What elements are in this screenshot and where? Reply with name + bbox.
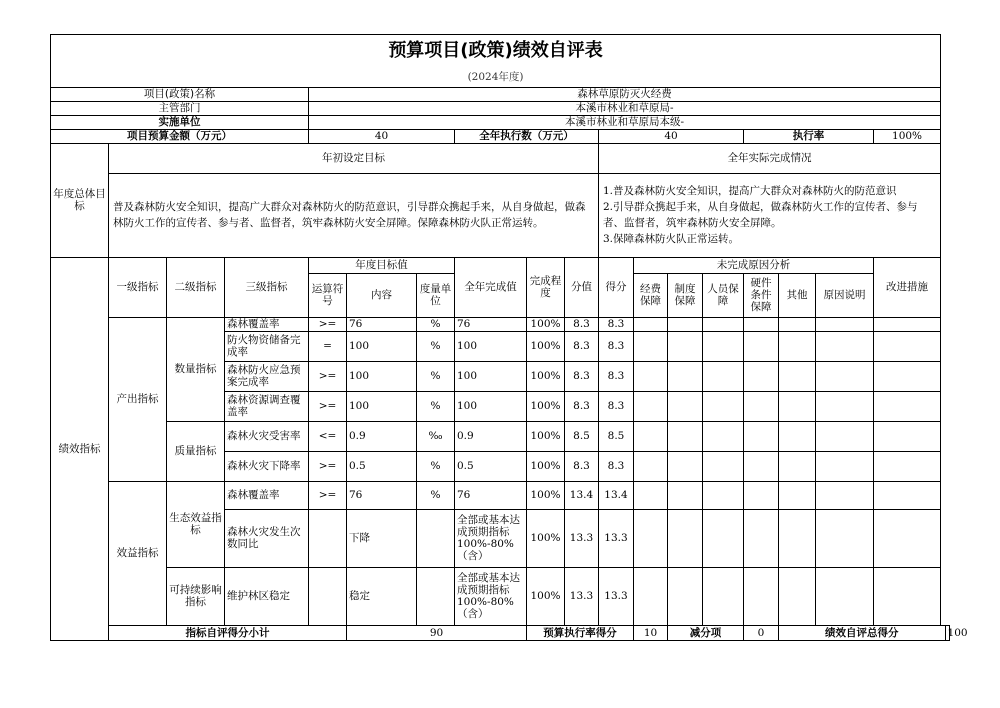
reason-note-header: 原因说明 (816, 273, 874, 317)
page-title: 预算项目(政策)绩效自评表 (51, 35, 941, 67)
indicator-content: 100 (347, 391, 417, 421)
budget-rate-label: 预算执行率得分 (527, 625, 634, 640)
department-value: 本溪市林业和草原局- (309, 101, 941, 115)
total-value: 100 (945, 625, 949, 640)
indicator-operator: >= (309, 317, 347, 331)
operator-header: 运算符号 (309, 273, 347, 317)
indicator-operator (309, 509, 347, 567)
subtotal-value: 90 (347, 625, 527, 640)
indicator-score: 8.3 (599, 317, 634, 331)
content-header: 内容 (347, 273, 417, 317)
table-row (51, 567, 950, 625)
completion-header: 完成程度 (527, 257, 565, 317)
exec-rate-value: 100% (874, 129, 941, 143)
indicator-content: 100 (347, 331, 417, 361)
group-output: 产出指标 (109, 317, 167, 481)
indicator-score: 8.3 (599, 451, 634, 481)
indicator-score: 13.3 (599, 509, 634, 567)
indicator-done: 100 (455, 361, 527, 391)
indicator-name: 森林防火应急预案完成率 (225, 361, 309, 391)
reason-staff-header: 人员保障 (703, 273, 744, 317)
reason-analysis-header: 未完成原因分析 (634, 257, 874, 273)
group-quality: 质量指标 (167, 421, 225, 481)
indicator-operator: <= (309, 421, 347, 451)
indicator-unit: % (417, 391, 455, 421)
actual-done-text (599, 173, 941, 257)
unit-measure-header: 度量单位 (417, 273, 455, 317)
deduct-value: 0 (744, 625, 779, 640)
evaluation-table (50, 34, 968, 641)
indicator-rate: 100% (527, 361, 565, 391)
indicator-unit: % (417, 317, 455, 331)
indicator-done: 100 (455, 391, 527, 421)
indicator-name: 森林火灾下降率 (225, 451, 309, 481)
indicator-content: 100 (347, 361, 417, 391)
initial-goal-header: 年初设定目标 (109, 143, 599, 173)
indicator-value: 8.3 (565, 391, 599, 421)
indicator-name: 森林覆盖率 (225, 481, 309, 509)
indicator-content: 0.5 (347, 451, 417, 481)
indicator-score: 8.3 (599, 331, 634, 361)
project-name-value: 森林草原防灭火经费 (309, 87, 941, 101)
annual-exec-value: 40 (599, 129, 744, 143)
indicator-operator: >= (309, 361, 347, 391)
exec-rate-label: 执行率 (744, 129, 874, 143)
indicator-rate: 100% (527, 331, 565, 361)
unit-label: 实施单位 (51, 115, 309, 129)
group-quantity: 数量指标 (167, 317, 225, 421)
level2-header: 二级指标 (167, 257, 225, 317)
project-name-label: 项目(政策)名称 (51, 87, 309, 101)
reason-hardware-header: 硬件条件保障 (744, 273, 779, 317)
indicator-score: 13.3 (599, 567, 634, 625)
indicator-unit: % (417, 451, 455, 481)
indicator-value: 13.3 (565, 509, 599, 567)
indicator-operator (309, 567, 347, 625)
evaluation-form (50, 34, 968, 641)
actual-done-header: 全年实际完成情况 (599, 143, 941, 173)
reason-system-header: 制度保障 (668, 273, 703, 317)
indicator-operator: >= (309, 481, 347, 509)
overall-goal-label: 年度总体目标 (51, 143, 109, 257)
unit-value: 本溪市林业和草原局本级- (309, 115, 941, 129)
indicator-operator: >= (309, 391, 347, 421)
group-sustain: 可持续影响指标 (167, 567, 225, 625)
actual-done-item: 1.普及森林防火安全知识，提高广大群众对森林防火的防范意识 (603, 185, 897, 197)
indicator-unit: ‰ (417, 421, 455, 451)
indicator-name: 森林火灾发生次数同比 (225, 509, 309, 567)
level3-header: 三级指标 (225, 257, 309, 317)
indicator-content: 稳定 (347, 567, 417, 625)
table-row (51, 317, 950, 331)
actual-done-item: 2.引导群众携起手来，从自身做起，做森林防火工作的宣传者、参与者、监督者，筑牢森林防火安全屏障。 (603, 201, 918, 229)
indicator-done: 76 (455, 481, 527, 509)
indicator-done: 76 (455, 317, 527, 331)
score-value-header: 分值 (565, 257, 599, 317)
indicator-content: 76 (347, 317, 417, 331)
indicator-unit: % (417, 361, 455, 391)
deduct-label: 减分项 (668, 625, 744, 640)
year-subtitle: (2024年度) (51, 67, 941, 88)
indicator-unit (417, 509, 455, 567)
indicator-value: 8.3 (565, 451, 599, 481)
indicator-name: 森林覆盖率 (225, 317, 309, 331)
indicator-name: 防火物资储备完成率 (225, 331, 309, 361)
indicator-done: 100 (455, 331, 527, 361)
indicator-value: 8.3 (565, 361, 599, 391)
indicator-score: 8.3 (599, 391, 634, 421)
table-row (51, 421, 950, 451)
level1-header: 一级指标 (109, 257, 167, 317)
department-label: 主管部门 (51, 101, 309, 115)
table-row (51, 481, 950, 509)
annual-exec-label: 全年执行数（万元） (455, 129, 599, 143)
budget-rate-value: 10 (634, 625, 668, 640)
indicator-done: 全部或基本达成预期指标100%-80%（含） (455, 567, 527, 625)
indicator-operator: >= (309, 451, 347, 481)
indicator-rate: 100% (527, 317, 565, 331)
indicator-score: 8.3 (599, 361, 634, 391)
indicator-rate: 100% (527, 481, 565, 509)
indicator-content: 76 (347, 481, 417, 509)
improvement-header: 改进措施 (874, 257, 941, 317)
indicator-unit (417, 567, 455, 625)
indicator-unit: % (417, 481, 455, 509)
reason-funds-header: 经费保障 (634, 273, 668, 317)
indicator-content: 下降 (347, 509, 417, 567)
initial-goal-text: 普及森林防火安全知识，提高广大群众对森林防火的防范意识，引导群众携起手来，从自身做起，做森林防火工作的宣传者、参与者、监督者，筑牢森林防火安全屏障。保障森林防火队正常运转。 (109, 173, 599, 257)
subtotal-label: 指标自评得分小计 (109, 625, 347, 640)
budget-value: 40 (309, 129, 455, 143)
total-label: 绩效自评总得分 (779, 625, 946, 640)
score-header: 得分 (599, 257, 634, 317)
indicator-name: 森林火灾受害率 (225, 421, 309, 451)
indicator-rate: 100% (527, 451, 565, 481)
indicator-name: 维护林区稳定 (225, 567, 309, 625)
indicator-score: 13.4 (599, 481, 634, 509)
indicator-done: 0.9 (455, 421, 527, 451)
indicator-value: 8.5 (565, 421, 599, 451)
indicator-done: 0.5 (455, 451, 527, 481)
indicator-done: 全部或基本达成预期指标100%-80%（含） (455, 509, 527, 567)
indicator-name: 森林资源调查覆盖率 (225, 391, 309, 421)
indicator-content: 0.9 (347, 421, 417, 451)
indicator-value: 13.4 (565, 481, 599, 509)
indicator-rate: 100% (527, 421, 565, 451)
indicator-value: 13.3 (565, 567, 599, 625)
perf-indicator-label: 绩效指标 (51, 257, 109, 640)
budget-label: 项目预算金额（万元） (51, 129, 309, 143)
reason-other-header: 其他 (779, 273, 816, 317)
indicator-rate: 100% (527, 567, 565, 625)
group-eco: 生态效益指标 (167, 481, 225, 567)
annual-complete-header: 全年完成值 (455, 257, 527, 317)
indicator-operator: = (309, 331, 347, 361)
indicator-unit: % (417, 331, 455, 361)
annual-target-header: 年度目标值 (309, 257, 455, 273)
indicator-value: 8.3 (565, 317, 599, 331)
actual-done-item: 3.保障森林防火队正常运转。 (603, 233, 740, 245)
indicator-value: 8.3 (565, 331, 599, 361)
group-benefit: 效益指标 (109, 481, 167, 625)
indicator-score: 8.5 (599, 421, 634, 451)
indicator-rate: 100% (527, 391, 565, 421)
indicator-rate: 100% (527, 509, 565, 567)
